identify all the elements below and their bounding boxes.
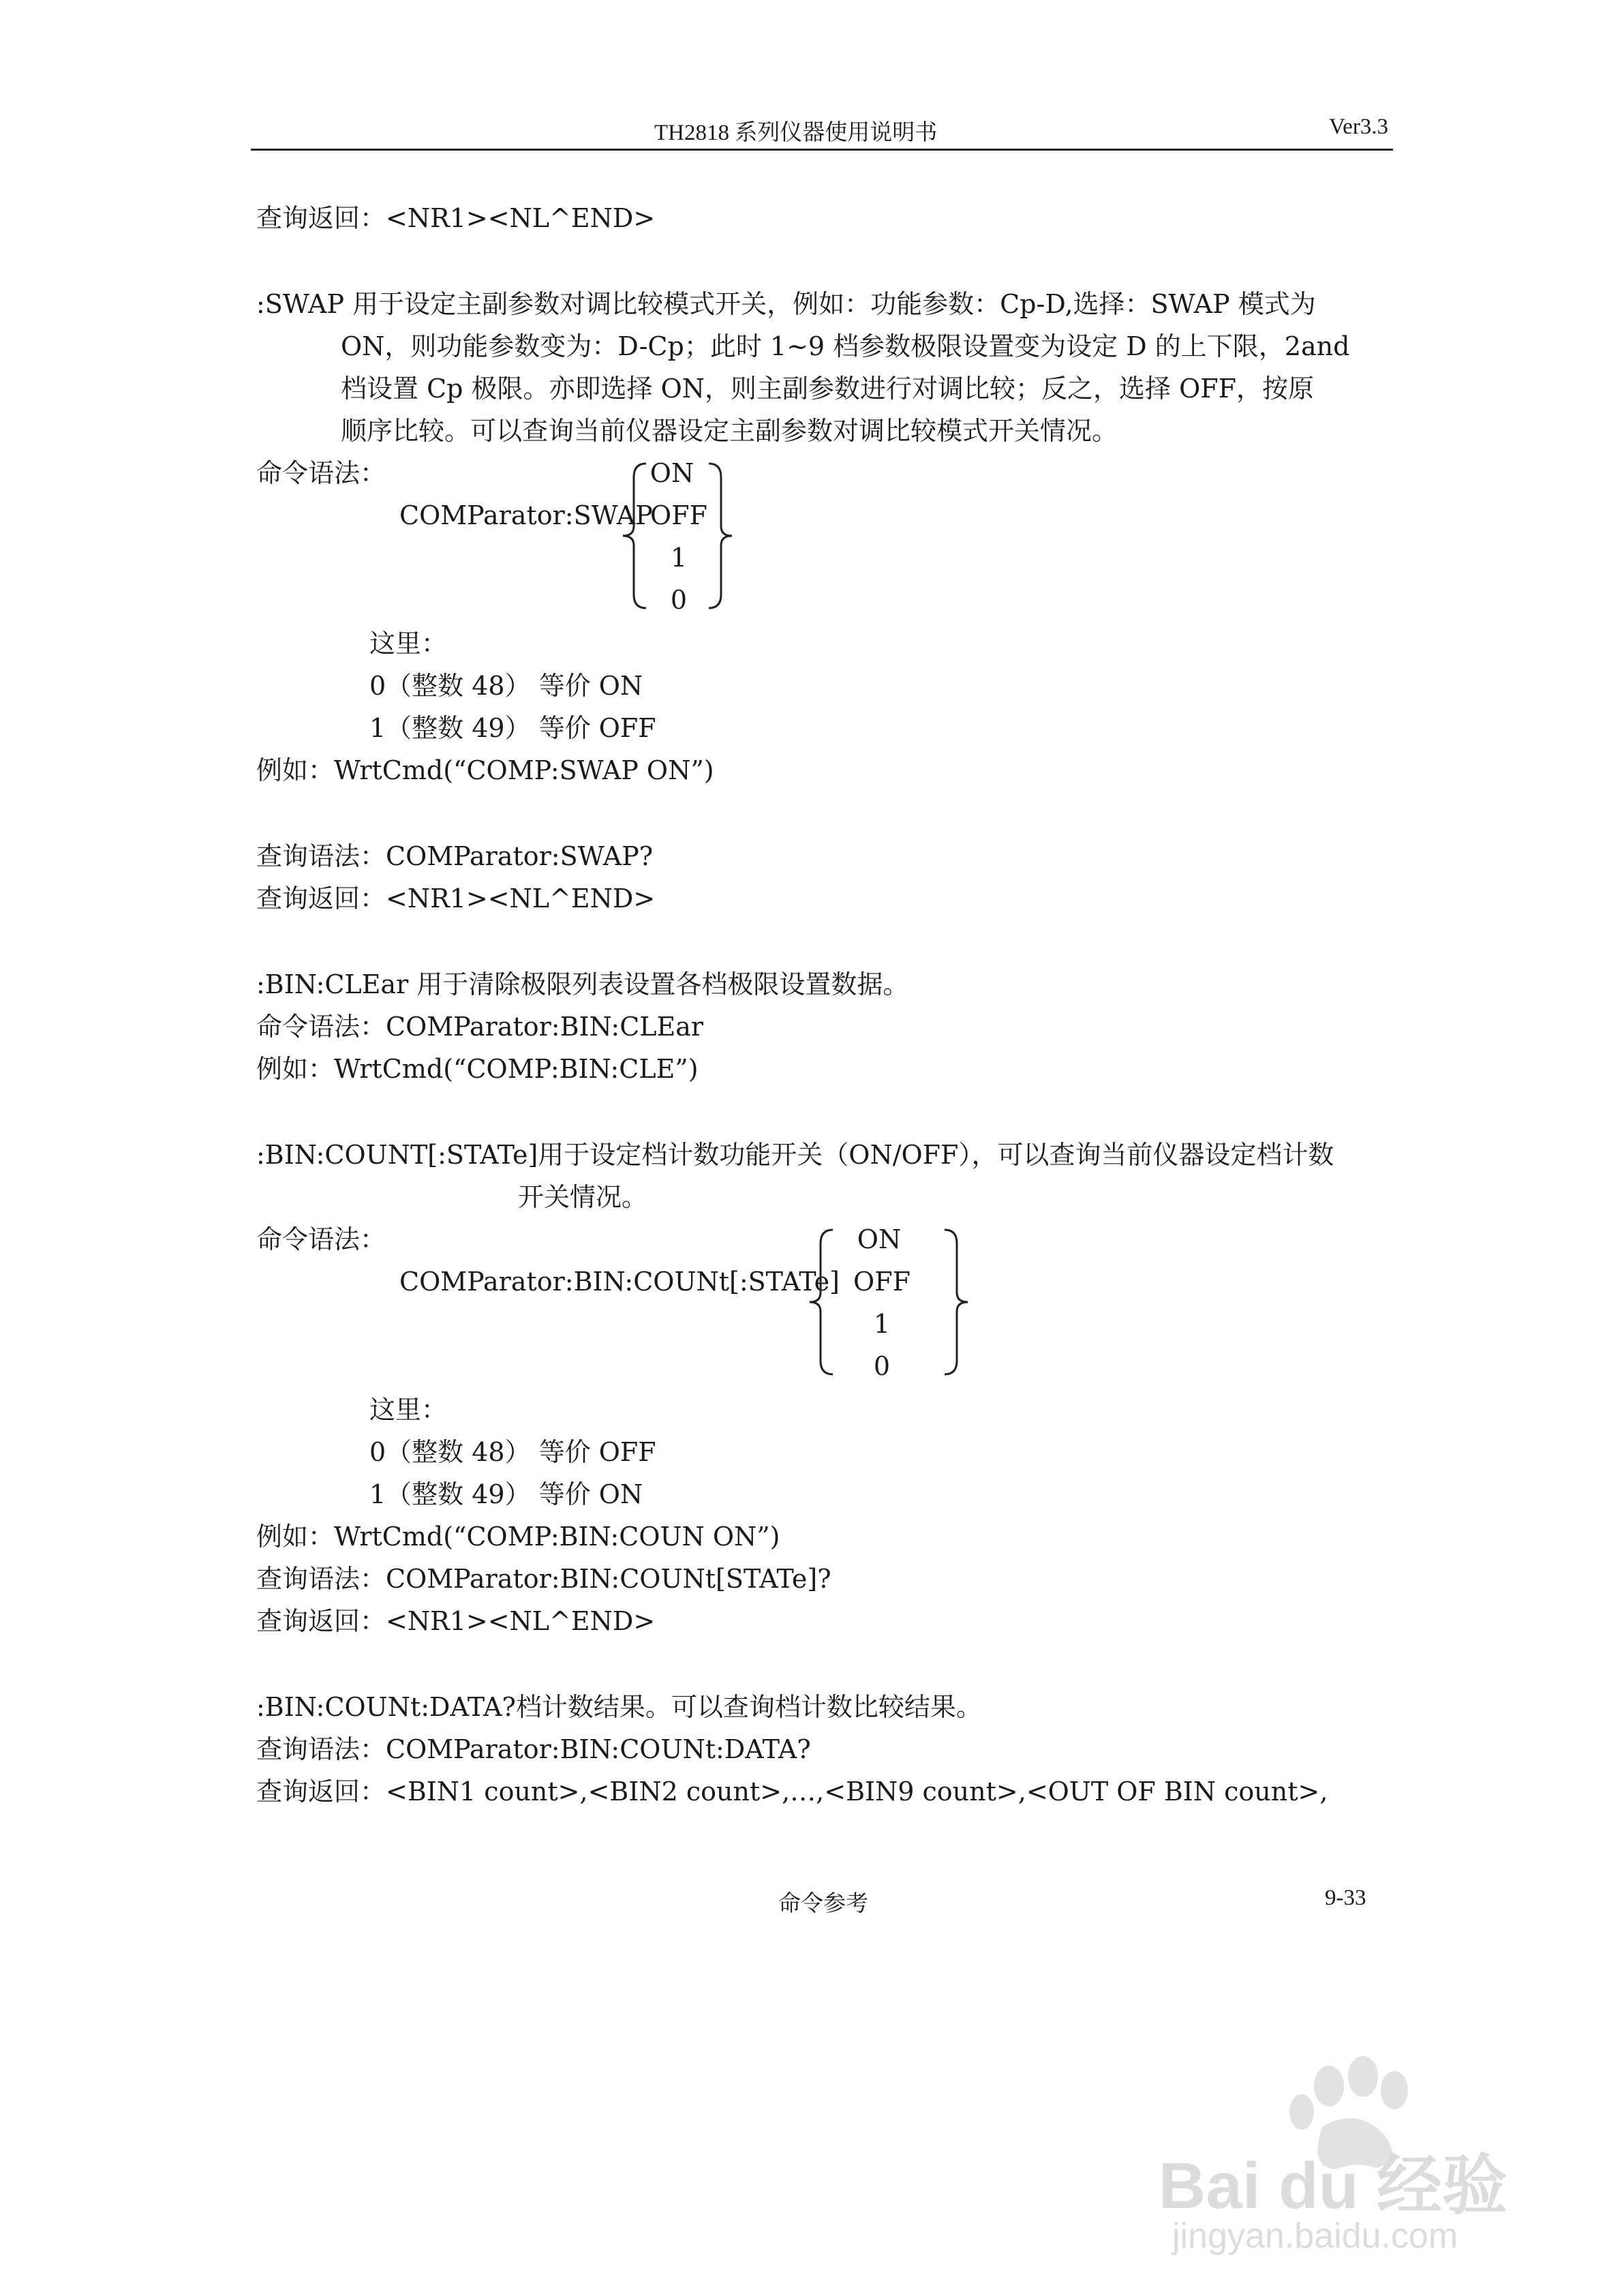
here-label: 这里：: [369, 1395, 448, 1425]
count-description-line: 开关情况。: [518, 1182, 648, 1212]
data-query-return: 查询返回：<BIN1 count>,<BIN2 count>,…,<BIN9 count>,<OUT OF BIN count>,: [256, 1777, 1328, 1807]
clear-example: 例如：WrtCmd(“COMP:BIN:CLE”): [256, 1054, 699, 1084]
data-query-syntax: 查询语法：COMParator:BIN:COUNt:DATA?: [256, 1734, 811, 1764]
count-left-brace: [806, 1227, 840, 1377]
clear-description: :BIN:CLEar 用于清除极限列表设置各档极限设置数据。: [256, 969, 909, 999]
swap-description-line: 档设置 Cp 极限。亦即选择 ON，则主副参数进行对调比较；反之，选择 OFF，按原: [341, 374, 1315, 404]
data-description: :BIN:COUNt:DATA?档计数结果。可以查询档计数比较结果。: [256, 1692, 982, 1722]
swap-description-line: ON，则功能参数变为：D-Cp；此时 1~9 档参数极限设置变为设定 D 的上下限，2and: [341, 331, 1350, 361]
count-query-syntax: 查询语法：COMParator:BIN:COUNt[STATe]?: [256, 1564, 831, 1594]
swap-example: 例如：WrtCmd(“COMP:SWAP ON”): [256, 755, 714, 785]
command-syntax-label: 命令语法：: [256, 458, 386, 488]
swap-equivalence-1: 1（整数 49） 等价 OFF: [369, 713, 656, 743]
count-equivalence-1: 1（整数 49） 等价 ON: [369, 1479, 643, 1509]
count-option: ON: [857, 1224, 902, 1254]
count-option: 1: [873, 1309, 891, 1339]
query-return-line: 查询返回：<NR1><NL^END>: [256, 883, 656, 913]
baidu-watermark: [1159, 2052, 1540, 2270]
header-rule: [251, 149, 1393, 151]
swap-description-line: :SWAP 用于设定主副参数对调比较模式开关，例如：功能参数：Cp-D,选择：SWAP 模式为: [256, 289, 1316, 319]
command-syntax-label: 命令语法：: [256, 1224, 386, 1254]
count-command: COMParator:BIN:COUNt[:STATe]: [399, 1267, 840, 1297]
swap-option: 0: [670, 585, 688, 615]
watermark-url: jingyan.baidu.com: [1172, 2216, 1458, 2256]
query-return-line: 查询返回：<NR1><NL^END>: [256, 1606, 656, 1636]
swap-option: OFF: [650, 500, 707, 530]
clear-command-syntax: 命令语法：COMParator:BIN:CLEar: [256, 1012, 704, 1042]
count-equivalence-0: 0（整数 48） 等价 OFF: [369, 1437, 656, 1467]
swap-option: 1: [670, 543, 688, 573]
swap-option: ON: [649, 458, 694, 488]
swap-command: COMParator:SWAP: [399, 500, 653, 530]
watermark-brand: Bai du 经验: [1159, 2149, 1508, 2222]
swap-right-brace: [702, 461, 736, 611]
count-option: OFF: [853, 1267, 911, 1297]
swap-description-line: 顺序比较。可以查询当前仪器设定主副参数对调比较模式开关情况。: [341, 416, 1118, 446]
here-label: 这里：: [369, 629, 448, 659]
swap-query-syntax: 查询语法：COMParator:SWAP?: [256, 841, 654, 871]
count-example: 例如：WrtCmd(“COMP:BIN:COUN ON”): [256, 1522, 780, 1552]
count-right-brace: [938, 1227, 972, 1377]
query-return-line: 查询返回：<NR1><NL^END>: [256, 203, 656, 233]
swap-equivalence-0: 0（整数 48） 等价 ON: [369, 671, 643, 701]
count-description-line: :BIN:COUNT[:STATe]用于设定档计数功能开关（ON/OFF），可以查询当前仪器设定档计数: [256, 1140, 1334, 1170]
footer-page-number: 9-33: [1325, 1886, 1366, 1910]
header-title: TH2818 系列仪器使用说明书: [654, 121, 938, 145]
header-version: Ver3.3: [1329, 115, 1389, 139]
count-option: 0: [873, 1351, 891, 1381]
footer-section: 命令参考: [778, 1892, 868, 1916]
